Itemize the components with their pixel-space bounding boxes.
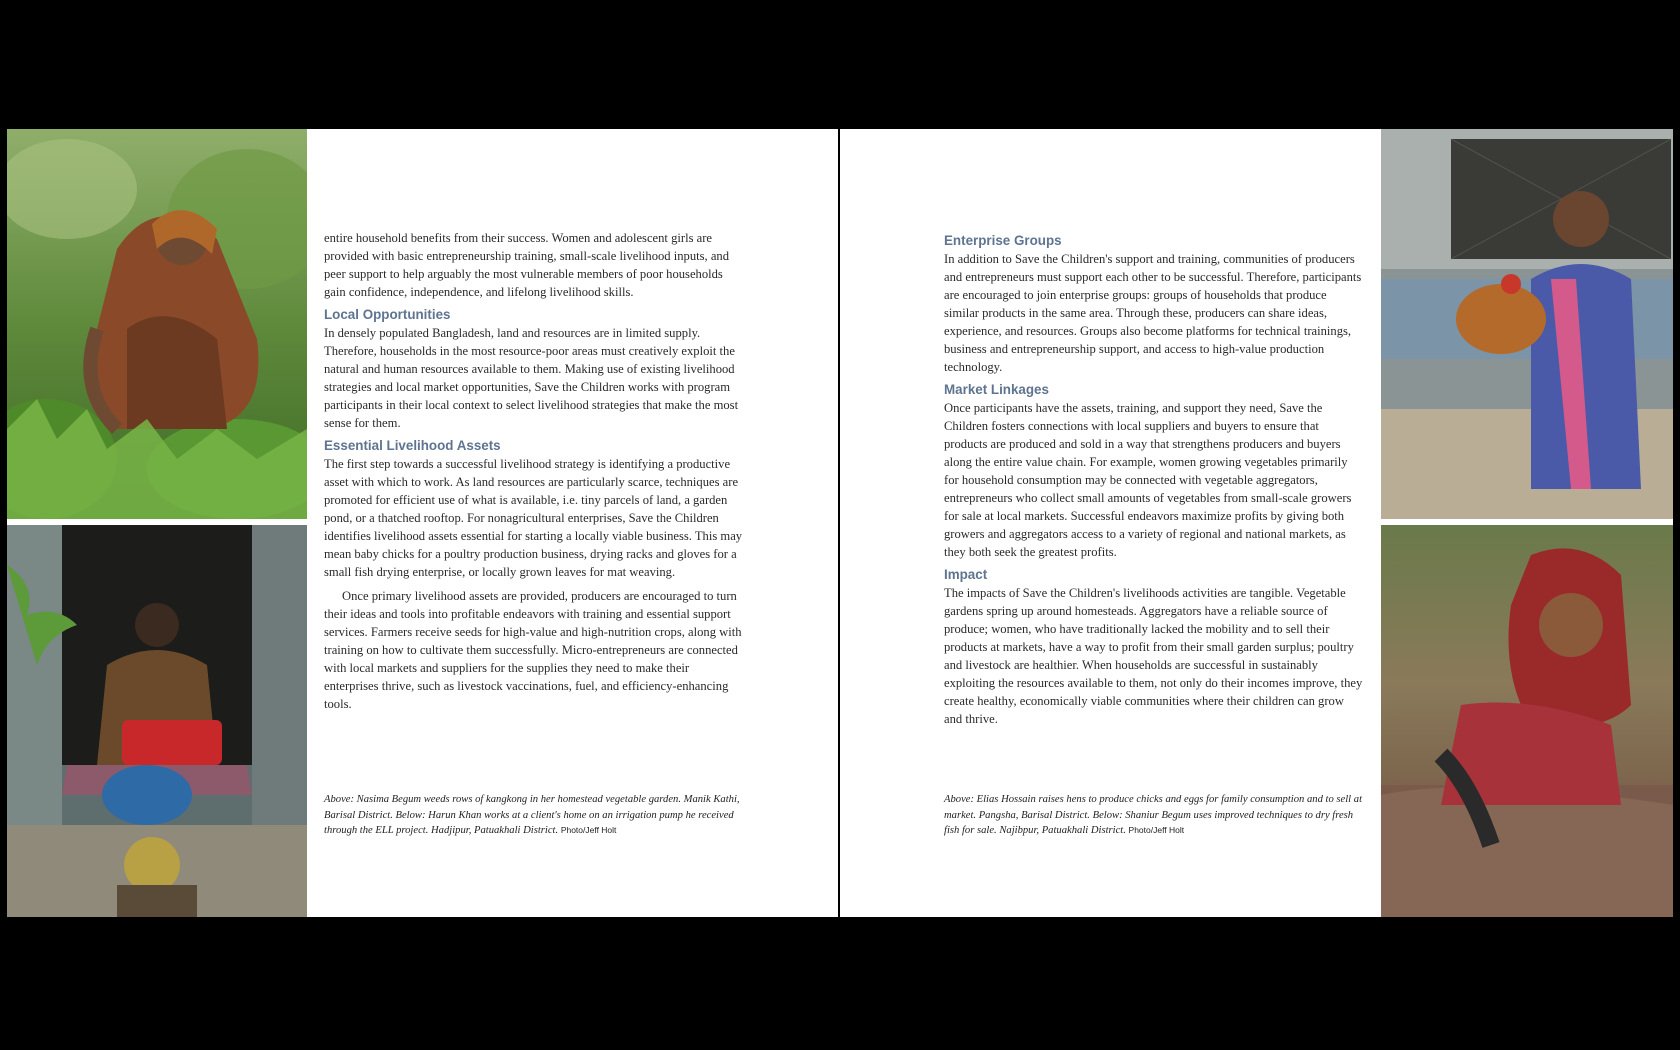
photo-woman-drying-fish (1381, 525, 1673, 917)
photo-man-holding-hen (1381, 129, 1673, 519)
right-photo-caption (944, 792, 1364, 839)
photo-woman-weeding-garden (7, 129, 307, 519)
left-photo-caption (324, 792, 744, 839)
book-spread (7, 129, 1673, 917)
photo-credit: Photo/Jeff Holt (1128, 825, 1185, 836)
paragraph: The impacts of Save the Children's livelihoods activities are tangible. Vegetable gardens spring up around homesteads. Aggregators have a reliable source of produce; women, who have traditionally lacked the mobility and to sell their products at markets, have a way to profit from their small garden surplus; poultry and livestock are healthier. When households are successful in sustainably exploiting the resources available to them, not only do their incomes improve, they create healthy, economically viable communities where their children can grow and thrive. (944, 586, 1363, 726)
heading-impact: Impact (944, 567, 988, 582)
caption-text: Above: Elias Hossain raises hens to produce chicks and eggs for family consumption and to sell at market. Pangsha, Barisal District. Below: Shaniur Begum uses improved techniques to dry fresh fish for sale. Najibpur, Patuakhali District. (944, 794, 1363, 837)
right-text-column (944, 232, 1364, 728)
left-page (7, 129, 838, 917)
paragraph: In densely populated Bangladesh, land and resources are in limited supply. Therefore, households in the most resource-poor areas must creatively exploit the natural and human resources available to them. Making use of existing livelihood strategies and local market opportunities, Save the Children works with program participants in their local context to select livelihood strategies that make the most sense for them. (324, 326, 739, 430)
heading-essential-livelihood-assets: Essential Livelihood Assets (324, 438, 501, 453)
paragraph: The first step towards a successful livelihood strategy is identifying a productive asset with which to work. As land resources are particularly scarce, techniques are promoted for efficient use of what is available, i.e. tiny parcels of land, a garden pond, or a thatched rooftop. For nonagricultural enterprises, Save the Children identifies livelihood assets essential for starting a locally viable business. This may mean baby chicks for a poultry production business, drying racks and gloves for a small fish drying enterprise, or locally grown leaves for mat weaving. (324, 457, 743, 579)
heading-local-opportunities: Local Opportunities (324, 307, 451, 322)
paragraph: Once participants have the assets, training, and support they need, Save the Children fosters connections with local suppliers and buyers to ensure that products are produced and sold in a way that strengthens producers and buyers along the entire value chain. For example, women growing vegetables primarily for household consumption may be connected with vegetable aggregators, entrepreneurs who collect small amounts of vegetables from small-scale growers for sale at local markets. Successful endeavors maximize profits by giving both growers and aggregators access to a variety of regional and national markets, as they both seek the greatest profits. (944, 401, 1352, 559)
heading-enterprise-groups: Enterprise Groups (944, 233, 1062, 248)
paragraph: Once primary livelihood assets are provided, producers are encouraged to turn their ideas and tools into profitable endeavors with training and essential support services. Farmers receive seeds for high-value and high-nutrition crops, along with training on how to cultivate them successfully. Micro-entrepreneurs are connected with local markets and suppliers for the supplies they need to make their enterprises thrive, such as livestock vaccinations, fuel, and efficiency-enhancing tools. (324, 589, 742, 711)
intro-paragraph: entire household benefits from their success. Women and adolescent girls are provided with basic entrepreneurship training, small-scale livelihood inputs, and peer support to help arguably the most vulnerable members of poor households gain confidence, independence, and lifelong livelihood skills. (324, 231, 729, 299)
heading-market-linkages: Market Linkages (944, 382, 1049, 397)
left-text-column (324, 229, 744, 713)
caption-text: Above: Nasima Begum weeds rows of kangkong in her homestead vegetable garden. Manik Kathi, Barisal District. Below: Harun Khan works at a client's home on an irrigation pump he received through the ELL project. Hadjipur, Patuakhali District. (324, 794, 740, 837)
photo-credit: Photo/Jeff Holt (560, 825, 617, 836)
right-page (840, 129, 1673, 917)
photo-man-repairing-pump (7, 525, 307, 917)
paragraph: In addition to Save the Children's support and training, communities of producers and entrepreneurs must support each other to be successful. Therefore, participants are encouraged to join enterprise groups: groups of households that produce similar products in the same area. Through these, producers can share ideas, experience, and resources. Groups also become platforms for technical trainings, business and entrepreneurship support, and access to high-value production technology. (944, 252, 1362, 374)
